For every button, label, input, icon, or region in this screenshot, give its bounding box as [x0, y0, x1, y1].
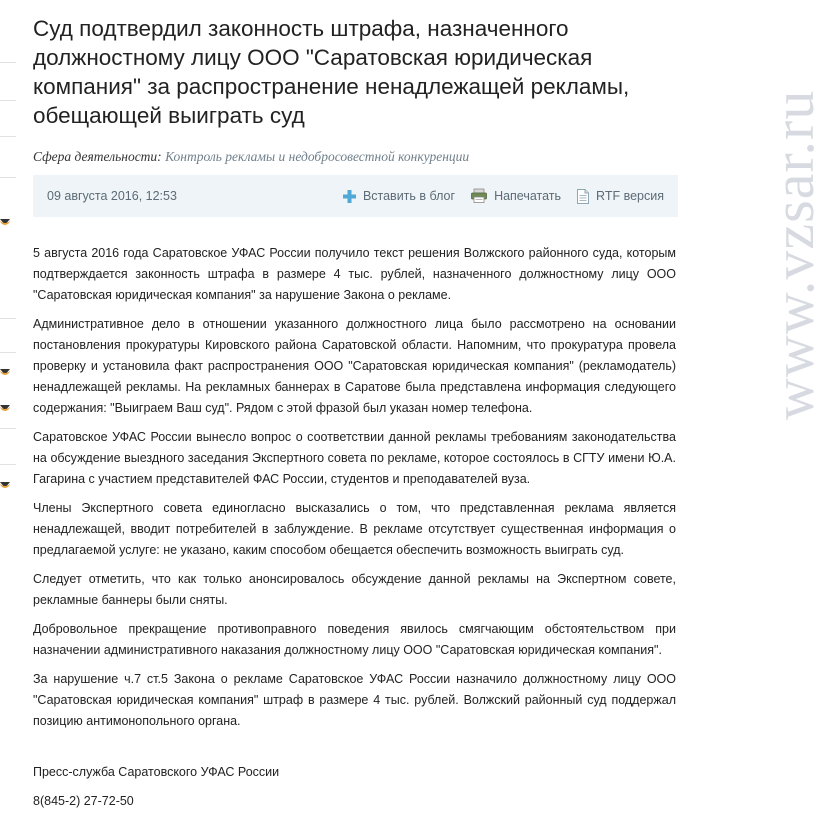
insert-to-blog-label: Вставить в блог: [362, 189, 456, 203]
article-paragraph: Саратовское УФАС России вынесло вопрос о соответствии данной рекламы требованиям законодательства на обсуждение выездного заседания Экспертного совета по рекламе, которое состоялось в СГТУ имени Ю.А. Гагарина с участием представителей ФАС России, студентов и преподавателей вуза.: [33, 430, 676, 486]
printer-icon: [471, 189, 487, 203]
sidebar-divider: [0, 177, 16, 178]
print-button[interactable]: [471, 189, 561, 203]
sidebar-divider: [0, 100, 16, 101]
article-paragraph: Административное дело в отношении указанного должностного лица было рассмотрено на основании постановления прокуратуры Кировского района Саратовской области. Напомним, что прокуратура провела проверку и установила факт распространения ООО "Саратовская юридическая компания" (рекламодатель) ненадлежащей рекламы. На рекламных баннерах в Саратове была представлена информация следующего содержания: "Выиграем Ваш суд". Рядом с этой фразой был указан номер телефона.: [33, 317, 676, 415]
publication-date: 09 августа 2016, 12:53: [47, 189, 177, 203]
activity-sphere: [33, 148, 678, 166]
article-signature: [33, 762, 678, 812]
sidebar-divider: [0, 352, 16, 353]
sidebar-divider: [0, 464, 16, 465]
sidebar-divider: [0, 428, 16, 429]
rtf-version-label: RTF версия: [596, 189, 664, 203]
article-title: Суд подтвердил законность штрафа, назначенного должностному лицу ООО "Саратовская юридическая компания" за распространение ненадлежащей рекламы, обещающей выиграть суд: [33, 16, 630, 128]
article-paragraph: За нарушение ч.7 ст.5 Закона о рекламе Саратовское УФАС России назначило должностному лицу ООО "Саратовская юридическая компания" штраф в размере 4 тыс. рублей. Волжский районный суд поддержал позицию антимонопольного органа.: [33, 672, 676, 728]
article-meta-bar: [33, 175, 678, 217]
article-body: [33, 243, 676, 732]
insert-to-blog-button[interactable]: [343, 189, 455, 203]
article-paragraph: Добровольное прекращение противоправного поведения явилось смягчающим обстоятельством при назначении административного наказания должностному лицу ООО "Саратовская юридическая компания".: [33, 622, 676, 657]
press-service: Пресс-служба Саратовского УФАС России: [33, 765, 280, 779]
news-article: [33, 14, 678, 820]
phone-number: 8(845-2) 27-72-50: [33, 794, 134, 808]
sidebar-edge: [0, 0, 18, 761]
activity-sphere-link[interactable]: Контроль рекламы и недобросовестной конкуренции: [165, 149, 470, 164]
sidebar-divider: [0, 136, 16, 137]
article-actions: [327, 189, 664, 204]
article-paragraph: 5 августа 2016 года Саратовское УФАС России получило текст решения Волжского районного суда, которым подтверждается законность штрафа в размере 4 тыс. рублей, назначенного должностному лицу ООО "Саратовская юридическая компания" за нарушение Закона о рекламе.: [33, 246, 676, 302]
document-icon: [577, 189, 589, 204]
article-paragraph: Члены Экспертного совета единогласно высказались о том, что представленная реклама является ненадлежащей, вводит потребителей в заблуждение. В рекламе отсутствует существенная информация о предлагаемой услуге: не указано, каким способом обещается обеспечить возможность выиграть суд.: [33, 501, 676, 557]
activity-sphere-label: Сфера деятельности:: [33, 149, 162, 164]
plus-icon: [343, 190, 356, 203]
article-paragraph: Следует отметить, что как только анонсировалось обсуждение данной рекламы на Экспертном совете, рекламные баннеры были сняты.: [33, 572, 676, 607]
sidebar-divider: [0, 318, 16, 319]
sidebar-divider: [0, 62, 16, 63]
print-label: Напечатать: [494, 189, 562, 203]
site-watermark: www.vzsar.ru: [761, 89, 826, 420]
rtf-version-button[interactable]: [577, 189, 664, 204]
